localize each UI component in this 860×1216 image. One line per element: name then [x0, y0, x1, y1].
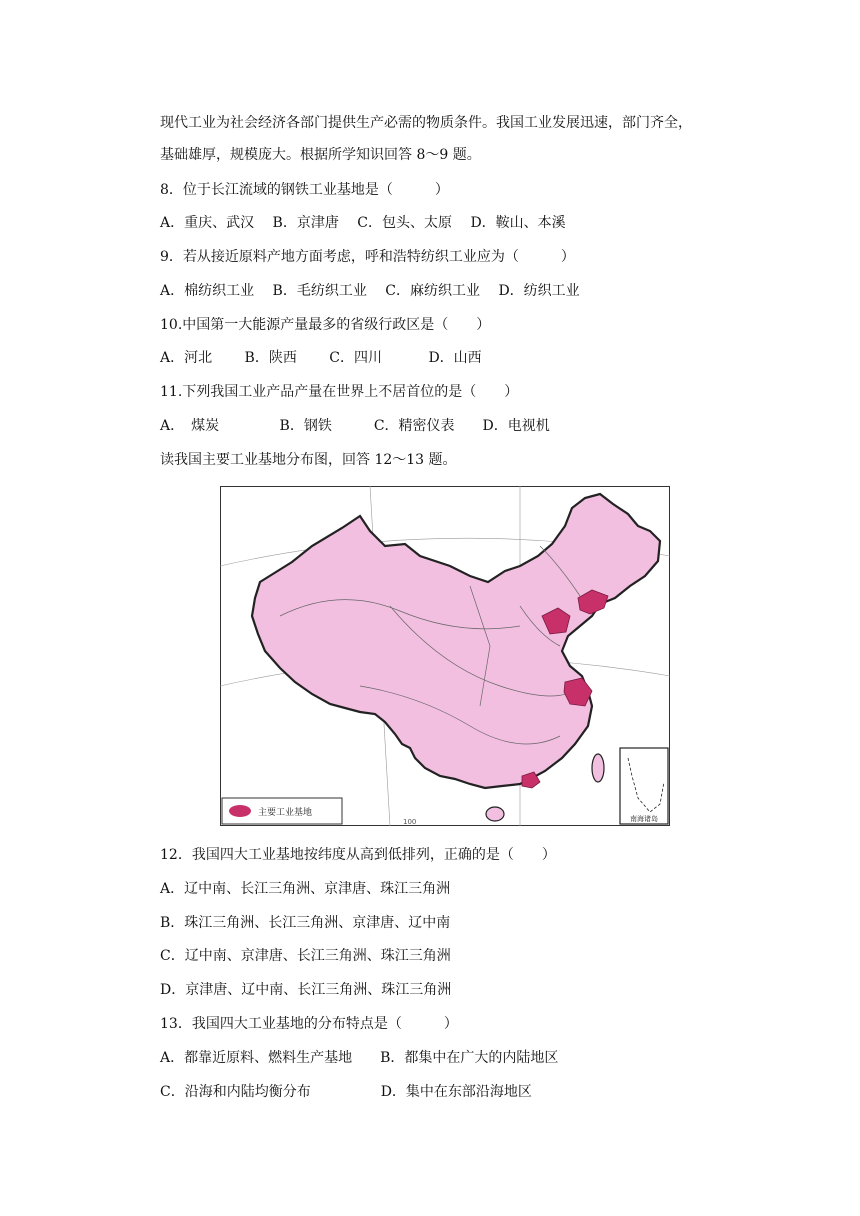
question-9-stem: 9．若从接近原料产地方面考虑，呼和浩特纺织工业应为（ ） [160, 249, 575, 265]
question-12-option-b: B．珠江三角洲、长江三角洲、京津唐、辽中南 [160, 915, 451, 931]
legend-label: 主要工业基地 [258, 808, 313, 818]
question-12-option-d: D．京津唐、辽中南、长江三角洲、珠江三角洲 [160, 982, 452, 998]
question-8-options: A．重庆、武汉 B．京津唐 C．包头、太原 D．鞍山、本溪 [160, 215, 566, 231]
question-10-stem: 10.中国第一大能源产量最多的省级行政区是（ ） [160, 317, 491, 333]
question-11-stem: 11.下列我国工业产品产量在世界上不居首位的是（ ） [160, 384, 519, 400]
question-12-stem: 12．我国四大工业基地按纬度从高到低排列，正确的是（ ） [160, 847, 556, 863]
china-industrial-base-map [220, 486, 670, 826]
inset-label: 南海诸岛 [630, 815, 658, 823]
question-12-option-c: C．辽中南、京津唐、长江三角洲、珠江三角洲 [160, 948, 451, 964]
hainan-island [486, 807, 504, 821]
intro-line-2: 基础雄厚，规模庞大。根据所学知识回答 8～9 题。 [160, 147, 481, 163]
question-9-options: A．棉纺织工业 B．毛纺织工业 C．麻纺织工业 D．纺织工业 [160, 283, 580, 299]
question-10-options: A．河北 B．陕西 C．四川 D．山西 [160, 350, 482, 366]
taiwan-island [592, 754, 604, 782]
question-13-options-ab: A．都靠近原料、燃料生产基地 B．都集中在广大的内陆地区 [160, 1050, 559, 1066]
longitude-tick-100: 100 [403, 818, 417, 826]
question-13-options-cd: C．沿海和内陆均衡分布 D．集中在东部沿海地区 [160, 1084, 532, 1100]
question-11-options: A． 煤炭 B．钢铁 C．精密仪表 D．电视机 [160, 418, 550, 434]
question-12-option-a: A．辽中南、长江三角洲、京津唐、珠江三角洲 [160, 881, 451, 897]
question-8-stem: 8．位于长江流域的钢铁工业基地是（ ） [160, 182, 449, 198]
south-sea-inset [620, 748, 668, 824]
intro-line-1: 现代工业为社会经济各部门提供生产必需的物质条件。我国工业发展迅速，部门齐全， [160, 115, 692, 131]
legend-swatch [229, 805, 251, 817]
map-intro: 读我国主要工业基地分布图，回答 12～13 题。 [160, 452, 457, 468]
question-13-stem: 13．我国四大工业基地的分布特点是（ ） [160, 1016, 458, 1032]
